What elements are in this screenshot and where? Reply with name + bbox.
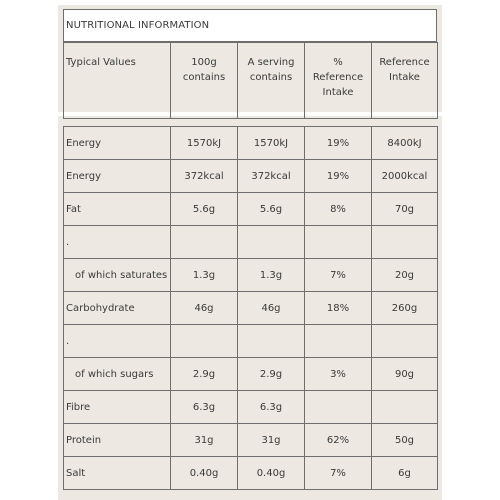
per-100g-value: 31g bbox=[171, 424, 238, 457]
table-row bbox=[64, 325, 438, 358]
reference-intake-value bbox=[372, 226, 438, 259]
table-row bbox=[64, 391, 438, 424]
nutrient-label: Fibre bbox=[64, 391, 171, 424]
serving-value bbox=[238, 226, 305, 259]
ri-percent-value: 18% bbox=[305, 292, 372, 325]
ri-percent-value: 19% bbox=[305, 127, 372, 160]
table-row bbox=[64, 127, 438, 160]
nutrient-label: Carbohydrate bbox=[64, 292, 171, 325]
table-row bbox=[64, 358, 438, 391]
table-title bbox=[63, 9, 437, 42]
reference-intake-value bbox=[372, 325, 438, 358]
header-serving: A serving contains bbox=[238, 43, 305, 119]
table-row bbox=[64, 292, 438, 325]
header-100g: 100g contains bbox=[171, 43, 238, 119]
ri-percent-value: 7% bbox=[305, 457, 372, 490]
table-row bbox=[64, 457, 438, 490]
table-row bbox=[64, 160, 438, 193]
nutrient-label: Fat bbox=[64, 193, 171, 226]
ri-percent-value: 19% bbox=[305, 160, 372, 193]
ri-percent-value: 62% bbox=[305, 424, 372, 457]
header-table bbox=[63, 42, 438, 119]
header-row bbox=[64, 43, 438, 119]
ri-percent-value: 8% bbox=[305, 193, 372, 226]
serving-value bbox=[238, 325, 305, 358]
per-100g-value bbox=[171, 325, 238, 358]
per-100g-value: 1570kJ bbox=[171, 127, 238, 160]
reference-intake-value: 2000kcal bbox=[372, 160, 438, 193]
per-100g-value: 46g bbox=[171, 292, 238, 325]
nutrient-label: of which sugars bbox=[64, 358, 171, 391]
per-100g-value: 6.3g bbox=[171, 391, 238, 424]
reference-intake-value: 20g bbox=[372, 259, 438, 292]
serving-value: 31g bbox=[238, 424, 305, 457]
table-row bbox=[64, 424, 438, 457]
serving-value: 372kcal bbox=[238, 160, 305, 193]
nutrient-label: . bbox=[64, 325, 171, 358]
header-ri-percent: % Reference Intake bbox=[305, 43, 372, 119]
table-row bbox=[64, 226, 438, 259]
reference-intake-value: 70g bbox=[372, 193, 438, 226]
per-100g-value: 0.40g bbox=[171, 457, 238, 490]
serving-value: 0.40g bbox=[238, 457, 305, 490]
nutrient-label: Protein bbox=[64, 424, 171, 457]
serving-value: 2.9g bbox=[238, 358, 305, 391]
ri-percent-value: 7% bbox=[305, 259, 372, 292]
ri-percent-value bbox=[305, 226, 372, 259]
table-row bbox=[64, 259, 438, 292]
ri-percent-value: 3% bbox=[305, 358, 372, 391]
per-100g-value: 5.6g bbox=[171, 193, 238, 226]
table-row bbox=[64, 193, 438, 226]
reference-intake-value bbox=[372, 391, 438, 424]
per-100g-value bbox=[171, 226, 238, 259]
ri-percent-value bbox=[305, 391, 372, 424]
table-title-text: NUTRITIONAL INFORMATION bbox=[66, 20, 210, 31]
reference-intake-value: 8400kJ bbox=[372, 127, 438, 160]
serving-value: 5.6g bbox=[238, 193, 305, 226]
per-100g-value: 1.3g bbox=[171, 259, 238, 292]
reference-intake-value: 260g bbox=[372, 292, 438, 325]
serving-value: 1570kJ bbox=[238, 127, 305, 160]
serving-value: 1.3g bbox=[238, 259, 305, 292]
header-reference-intake: Reference Intake bbox=[372, 43, 438, 119]
per-100g-value: 372kcal bbox=[171, 160, 238, 193]
nutrient-label: Salt bbox=[64, 457, 171, 490]
reference-intake-value: 6g bbox=[372, 457, 438, 490]
serving-value: 46g bbox=[238, 292, 305, 325]
reference-intake-value: 90g bbox=[372, 358, 438, 391]
header-typical-values: Typical Values bbox=[64, 43, 171, 119]
reference-intake-value: 50g bbox=[372, 424, 438, 457]
ri-percent-value bbox=[305, 325, 372, 358]
per-100g-value: 2.9g bbox=[171, 358, 238, 391]
serving-value: 6.3g bbox=[238, 391, 305, 424]
nutrient-label: of which saturates bbox=[64, 259, 171, 292]
nutrient-label: Energy bbox=[64, 160, 171, 193]
nutrient-label: Energy bbox=[64, 127, 171, 160]
nutrient-label: . bbox=[64, 226, 171, 259]
nutrition-table bbox=[63, 126, 438, 490]
